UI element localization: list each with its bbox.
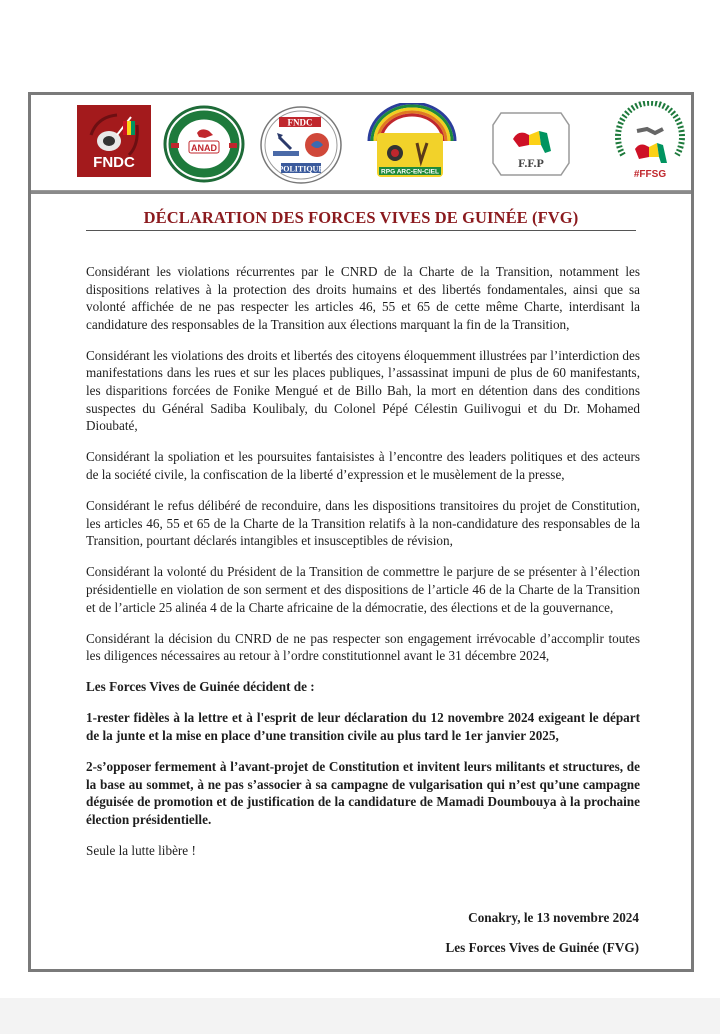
bottom-band: [0, 998, 720, 1034]
rpg-arc-en-ciel-logo: [365, 103, 459, 183]
closing-line: Seule la lutte libère !: [86, 842, 196, 858]
considerant-paragraph: Considérant la spoliation et les poursuites fantaisistes à l’encontre des leaders politiques et des acteurs de la société civile, la confiscation de la liberté d’expression et le musèlement de la presse,: [86, 449, 640, 482]
document-title: DÉCLARATION DES FORCES VIVES DE GUINÉE (FVG): [143, 208, 579, 227]
considerant-paragraph: Considérant la décision du CNRD de ne pas respecter son engagement irrévocable d’accomplir toutes les diligences nécessaires au retour à l’ordre constitutionnel avant le 31 décembre 2024,: [86, 630, 640, 664]
fndc-logo-text: FNDC: [93, 154, 135, 171]
anad-logo: [163, 105, 245, 183]
ffsg-logo-text: #FFSG: [633, 169, 667, 180]
fndc-logo: [77, 105, 151, 177]
decision-item: 2-s’opposer fermement à l’avant-projet de Constitution et invitent leurs militants et structures, de la base au sommet, à ne pas s’associer à sa campagne de vulgarisation qui n’est qu’une campagne déguisée de promotion et de justification de la candidature de Mamadi Doumbouya à la prochaine élection présidentielle.: [86, 759, 640, 827]
decision-item: 1-rester fidèles à la lettre et à l'esprit de leur déclaration du 12 novembre 2024 exigeant le départ de la junte et la mise en place d’une transition civile au plus tard le 1er janvier 2025,: [86, 710, 640, 743]
title-underline: [86, 230, 636, 231]
considerant-paragraph: Considérant les violations des droits et libertés des citoyens éloquemment illustrées par l’interdiction des manifestations dans les rues et sur les places publiques, l’assassinat impuni de plus de 60 manifestants, les disparitions forcées de Fonike Mengué et de Billo Bah, la mort en détention dans des conditions suspectes du Général Sadiba Koulibaly, du Colonel Pépé Célestin Guilivogui et du Dr. Mohamed Dioubaté,: [86, 347, 640, 434]
logo-band-divider: [31, 191, 691, 194]
considerant-paragraph: Considérant la volonté du Président de la Transition de commettre le parjure de se présenter à l’élection présidentielle en violation de son serment et des dispositions de l’article 46 de la Charte de la Transition et de l’article 25 alinéa 4 de la Charte africaine de la démocratie, des élections et de la gouvernance,: [86, 564, 640, 615]
decision-intro: Les Forces Vives de Guinée décident de :: [86, 679, 315, 695]
fndc-politique-bottom-text: POLITIQUE: [278, 164, 324, 174]
fndc-politique-logo: [259, 105, 343, 185]
place-date: Conakry, le 13 novembre 2024: [468, 910, 639, 925]
ffsg-logo: [613, 101, 687, 183]
considerant-paragraph: Considérant les violations récurrentes par le CNRD de la Charte de la Transition, notamment les dispositions relatives à la protection des droits humains et des libertés fondamentales, ainsi que sa volonté affichée de ne pas respecter les articles 46, 55 et 65 de cette même Charte, interdisant la candidature des responsables de la Transition aux élections marquant la fin de la Transition,: [86, 264, 640, 332]
ffp-logo-text: F.F.P: [518, 156, 544, 170]
rpg-logo-text: RPG ARC-EN-CIEL: [381, 168, 439, 176]
anad-logo-text: ANAD: [191, 143, 217, 153]
signature: Les Forces Vives de Guinée (FVG): [445, 940, 639, 955]
document-body: [86, 263, 640, 873]
considerant-paragraph: Considérant le refus délibéré de reconduire, dans les dispositions transitoires du projet de Constitution, les articles 46, 55 et 65 de la Charte de la Transition relatifs à la non-candidature des responsables de la Transition, pourtant déclarés intangibles et insusceptibles de révision,: [86, 498, 640, 549]
document-frame: [28, 92, 694, 972]
ffp-logo: [489, 107, 573, 181]
fndc-politique-top-text: FNDC: [287, 117, 313, 128]
logo-band: [31, 95, 691, 191]
